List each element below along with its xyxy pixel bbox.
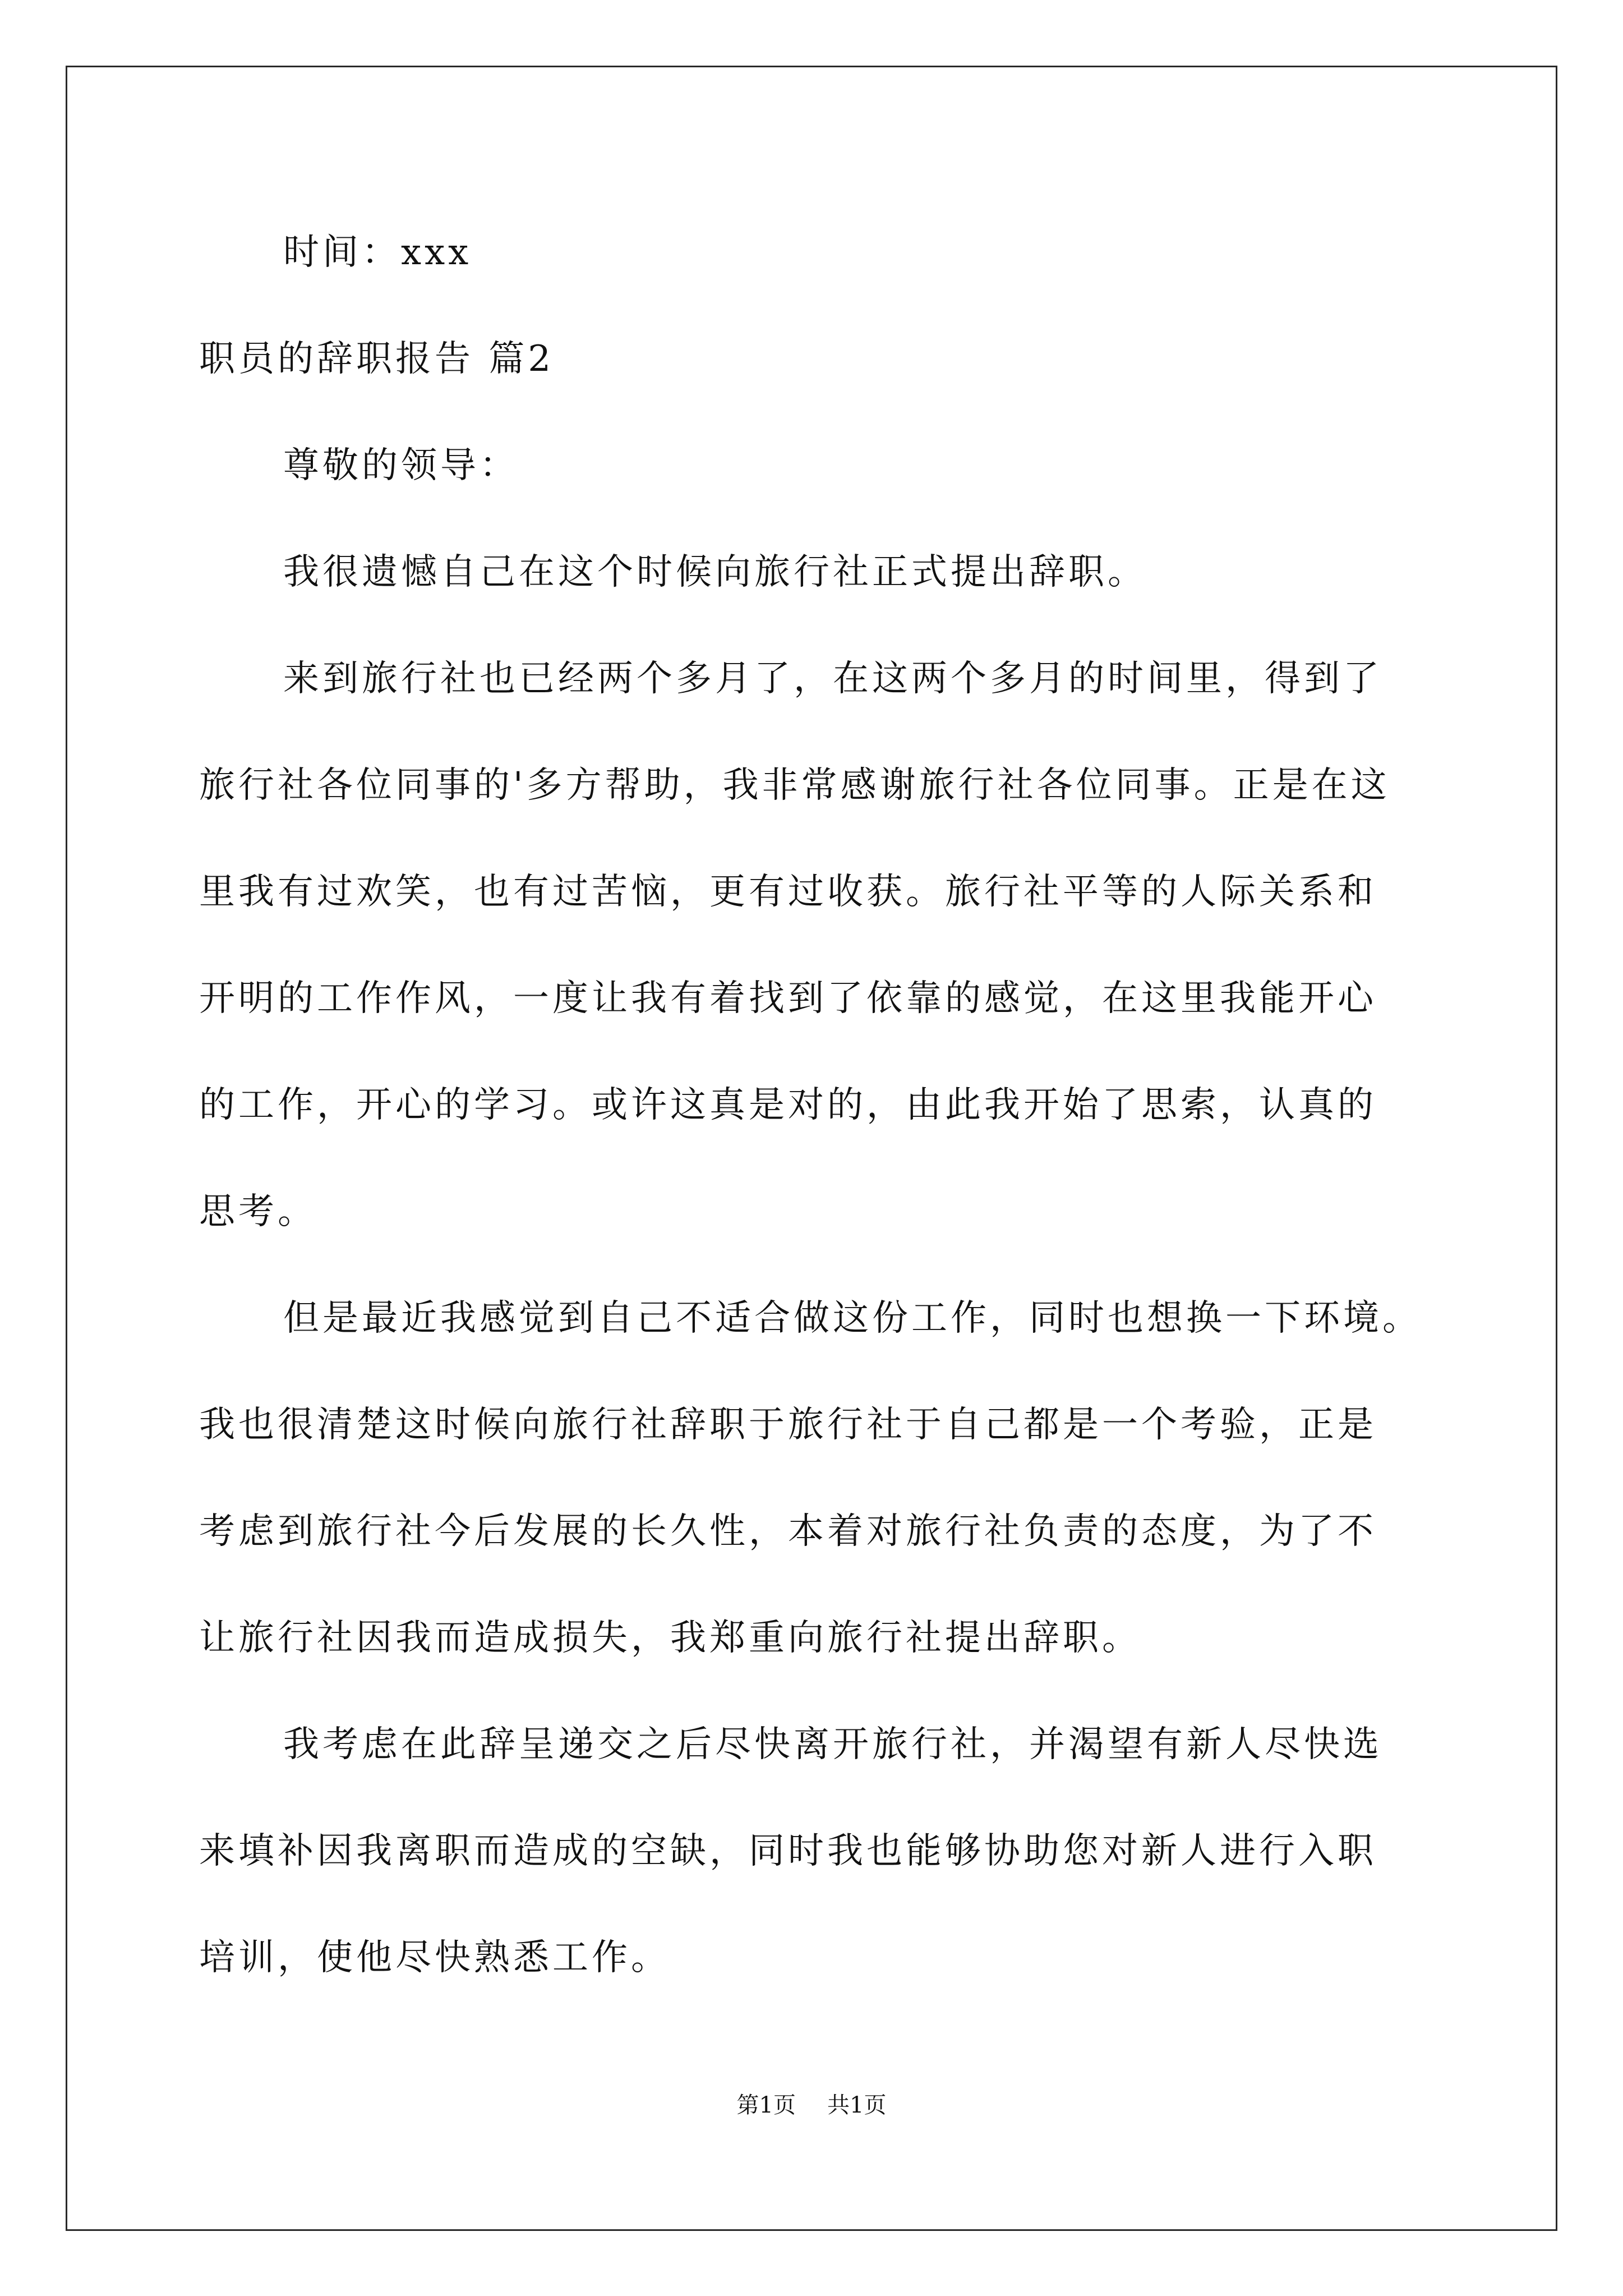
page-number: 第1页 — [736, 2092, 796, 2118]
paragraph-line: 培训，使他尽快熟悉工作。 — [199, 1937, 670, 1978]
paragraph-line: 但是最近我感觉到自己不适合做这份工作，同时也想换一下环境。 — [283, 1297, 1422, 1339]
paragraph-line: 我很遗憾自己在这个时候向旅行社正式提出辞职。 — [283, 551, 1147, 593]
paragraph-line: 来到旅行社也已经两个多月了，在这两个多月的时间里，得到了 — [283, 658, 1382, 700]
section-heading: 职员的辞职报告 篇2 — [199, 338, 555, 380]
paragraph-line: 开明的工作作风，一度让我有着找到了依靠的感觉，在这里我能开心 — [199, 978, 1377, 1019]
paragraph-line: 思考。 — [199, 1191, 317, 1232]
paragraph-line: 里我有过欢笑，也有过苦恼，更有过收获。旅行社平等的人际关系和 — [199, 871, 1377, 913]
paragraph-line: 我考虑在此辞呈递交之后尽快离开旅行社，并渴望有新人尽快选 — [283, 1724, 1382, 1765]
salutation: 尊敬的领导： — [283, 445, 519, 486]
paragraph-line: 让旅行社因我而造成损失，我郑重向旅行社提出辞职。 — [199, 1617, 1141, 1659]
page-footer — [0, 2091, 1623, 2119]
paragraph-line: 的工作，开心的学习。或许这真是对的，由此我开始了思索，认真的 — [199, 1084, 1377, 1126]
page-border — [66, 66, 1557, 2231]
time-line: 时间：xxx — [283, 232, 472, 273]
paragraph-line: 旅行社各位同事的'多方帮助，我非常感谢旅行社各位同事。正是在这 — [199, 765, 1390, 806]
page-total: 共1页 — [827, 2092, 887, 2118]
paragraph-line: 我也很清楚这时候向旅行社辞职于旅行社于自己都是一个考验，正是 — [199, 1404, 1377, 1446]
paragraph-line: 来填补因我离职而造成的空缺，同时我也能够协助您对新人进行入职 — [199, 1830, 1377, 1872]
paragraph-line: 考虑到旅行社今后发展的长久性，本着对旅行社负责的态度，为了不 — [199, 1511, 1377, 1552]
